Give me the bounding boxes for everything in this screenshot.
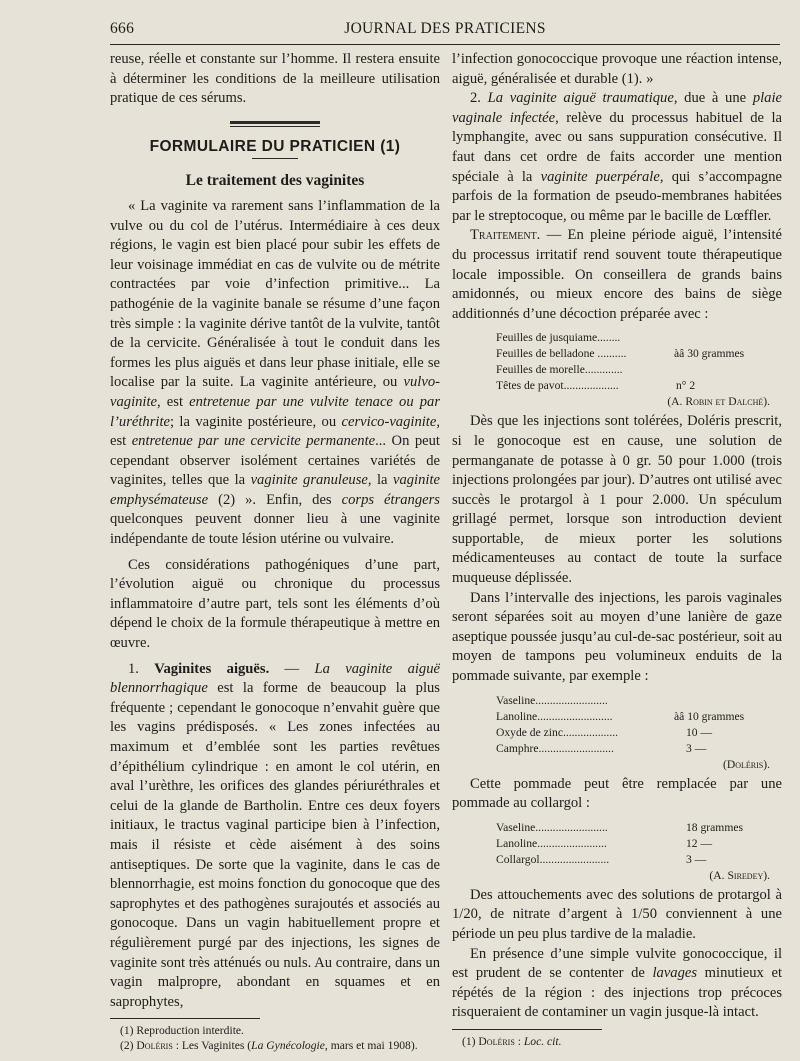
recipe-author: (A. Siredey). [709, 868, 770, 882]
footnote-divider [452, 1029, 602, 1030]
recipe-collargol: Vaseline......................... 18 grammes Lanoline........................ 12 — Collargol........................ 3 — (A. Siredey). [452, 820, 782, 884]
footnote-2: (2) Doléris : Les Vaginites (La Gynécologie, mars et mai 1908). [120, 1039, 418, 1053]
section-divider-thin [230, 126, 320, 127]
intro-paragraph: reuse, réelle et constante sur l’homme. Il restera ensuite à déterminer les conditions de la meilleure utilisation pratique de ces sérums. [110, 51, 440, 107]
paragraph-continuation: l’infection gonococcique provoque une réaction intense, aiguë, généralisée et durable (1). » [452, 51, 782, 87]
paragraph-considerations: Ces considérations pathogéniques d’une part, l’évolution aiguë ou chronique du processus inflammatoire d’autre part, tels sont les éléments d’où dépend le choix de la formule thérapeutique à mettre en œuvre. [110, 556, 440, 652]
running-header [110, 18, 780, 45]
paragraph-injections: Dès que les injections sont tolérées, Doléris prescrit, si le gonocoque est en cause, une solution de permanganate de potasse à 0 gr. 50 pour 1.000 (trois injections prolongées par jour). D’autres ont utilisé avec succès le protargol à 1 pour 2.000. Un spéculum grillagé permet, lorsque son introduction devient supportable, de mieux porter les solutions médicamenteuses au contact de toute la surface muqueuse déplissée. [452, 413, 782, 587]
recipe-decoction: Feuilles de jusquiame........ Feuilles de belladone .......... àâ 30 grammes Feuilles de morelle............. Têtes de pavot................... n° 2 (A. Robin et Dalché). [452, 330, 782, 410]
recipe-author: (A. Robin et Dalché). [667, 395, 770, 409]
article-title: Le traitement des vaginites [185, 172, 365, 190]
footnote-1: (1) Reproduction interdite. [120, 1024, 244, 1038]
section-title: FORMULAIRE DU PRATICIEN (1) [149, 137, 401, 155]
recipe-group-quantity: àâ 30 grammes [674, 347, 745, 361]
paragraph-attouchements: Des attouchements avec des solutions de protargol à 1/20, de nitrate d’argent à 1/50 conviennent à une période un peu plus tardive de la maladie. [452, 886, 782, 942]
left-column [110, 50, 440, 1053]
journal-title: JOURNAL DES PRATICIENS [344, 20, 546, 37]
paragraph-collargol: Cette pommade peut être remplacée par une pommade au collargol : [452, 775, 782, 812]
paragraph-vaginites-aigues: 1. Vaginites aiguës. — La vaginite aiguë blennorrhagique est la forme de beaucoup la plus fréquente ; cependant le gonocoque n’envahit guère que les vagins prédisposés. « Les zones infectées au maximum et d’emblée sont les parties revêtues d’épithélium cylindrique : en amont le col utérin, en aval l’urèthre, les orifices des glandes périuréthrales et celui de la glande de Bartholin. Entre ces deux foyers initiaux, le tractus vaginal participe bien à l’infection, mais il résiste et cède aisément à des soins antiseptiques. De sorte que la vaginite, dans le cas de blennorrhagie, est moins fonction du gonocoque que des saprophytes et des pathogènes surajoutés et associés au gonocoque. Dans un vagin habituellement propre et régulièrement purgé par des injections, les signes de vaginite sont très atténués ou nuls. Au contraire, dans un vagin malpropre, abondant en squames et en saprophytes, [110, 660, 440, 1010]
paragraph-intervalle: Dans l’intervalle des injections, les parois vaginales seront séparées soit au moyen d’une lanière de gaze aseptique poussée jusqu’au cul-de-sac postérieur, soit au moyen de tampons peu volumineux enduits de la pommade suivante, par exemple : [452, 589, 782, 685]
paragraph-traumatique: 2. La vaginite aiguë traumatique, due à une plaie vaginale infectée, relève du processus habituel de la lymphangite, avec ou sans suppuration consécutive. Il faut dans cet ordre de faits accorder une mention spéciale à la vaginite puerpérale, qui s’accompagne parfois de la formation de pseudo-membranes habitées par le streptocoque, ou même par le bacille de Lœffler. [452, 90, 782, 224]
right-column [452, 50, 782, 1049]
footnote-divider [110, 1018, 260, 1019]
section-divider-thick [230, 121, 320, 124]
paragraph-pathogenie: « La vaginite va rarement sans l’inflammation de la vulve ou du col de l’utérus. Intermédiaire à ces deux régions, le vagin est bien placé pour subir les effets de leur voisinage immédiat en cas de vulvite ou de métrite contractées par voie d’infection primitive... La pathogénie de la vaginite banale se résume d’une façon très simple : la vaginite dérive tantôt de la vulvite, tantôt de la cervicite. Généralisée à tout le conduit dans les formes les plus aiguës et dans leur phase initiale, elle se localise par la suite. La vaginite antérieure, ou vulvo-vaginite, est entretenue par une vulvite tenace ou par l’uréthrite; la vaginite postérieure, ou cervico-vaginite, est entretenue par une cervicite permanente... On peut cependant observer isolément certaines variétés de vaginites, telles que la vaginite granuleuse, la vaginite emphysémateuse (2) ». Enfin, des corps étrangers quelconques peuvent donner lieu à une vaginite indépendante de toute lésion utérine ou vulvaire. [110, 197, 440, 548]
page-number: 666 [110, 20, 135, 37]
footnote-right-1: (1) Doléris : Loc. cit. [462, 1034, 562, 1048]
recipe-author: (Doléris). [723, 757, 770, 771]
recipe-pommade: Vaseline......................... Lanoline.......................... àâ 10 grammes Oxyde de zinc................... 10 — Camphre.......................... 3 — (Doléris). [452, 693, 782, 773]
paragraph-vulvite: En présence d’une simple vulvite gonococcique, il est prudent de se contenter de lavages minutieux et répétés de la région : des injections trop précoces risqueraient de contaminer un vagin jusque-là intact. [452, 945, 782, 1021]
recipe-group-quantity: àâ 10 grammes [674, 709, 745, 723]
paragraph-traitement: Traitement. — En pleine période aiguë, l’intensité du processus irritatif rend souvent toute thérapeutique locale impossible. On conseillera de grands bains amidonnés, ou mieux encore des bains de siège additionnés d’une décoction préparée avec : [452, 227, 782, 322]
title-underline [252, 158, 298, 159]
